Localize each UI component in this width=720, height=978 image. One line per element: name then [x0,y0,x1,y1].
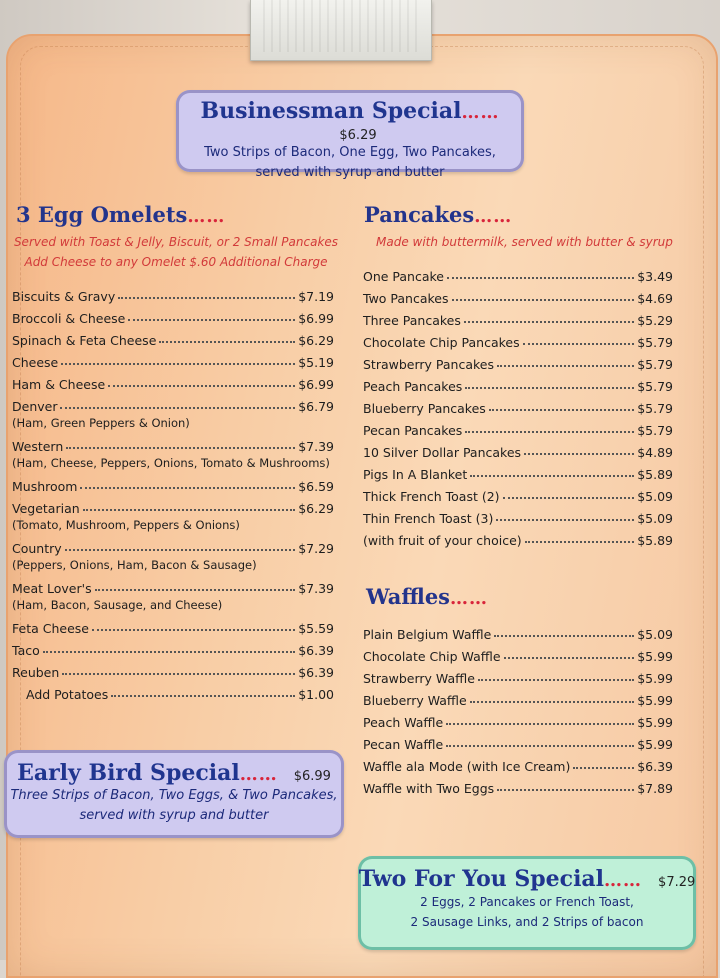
waffle-item [363,752,673,774]
pancake-item-row [363,306,673,328]
omelet-item-row [12,304,334,326]
omelet-item-row [12,472,334,494]
omelet-item-price: $7.19 [298,289,334,304]
pancake-item [363,416,673,438]
pancake-item-row [363,372,673,394]
pancake-item-name: Chocolate Chip Pancakes [363,335,520,350]
omelet-item [12,614,334,636]
omelet-item-row [12,370,334,392]
pancakes-list [363,262,673,548]
omelet-item [12,282,334,304]
omelet-item [12,392,334,432]
waffle-item-row [363,686,673,708]
omelet-item [12,326,334,348]
early-bird-special-box [4,750,344,838]
dotted-leader [92,629,295,631]
waffle-item-row [363,620,673,642]
businessman-special-box [176,90,524,180]
pancake-item-name: Pigs In A Blanket [363,467,468,482]
waffle-item-row [363,752,673,774]
dotted-leader [464,321,634,323]
pancake-item-name: Peach Pancakes [363,379,463,394]
waffles-list [363,620,673,796]
omelet-item-price: $6.29 [298,501,334,516]
omelet-item-name: Cheese [12,355,59,370]
waffle-item-name: Pecan Waffle [363,737,444,752]
two-for-you-special-dots: …… [604,870,643,891]
dotted-leader [128,319,295,321]
pancake-item-row [363,284,673,306]
waffle-item-price: $6.39 [637,759,673,774]
omelet-item [12,680,334,702]
omelets-section-title [16,202,225,227]
pancake-item [363,438,673,460]
omelets-title-dots: …… [187,206,226,227]
omelet-item-row [12,432,334,454]
waffle-item-row [363,642,673,664]
dotted-leader [60,407,295,409]
omelet-item-price: $6.39 [298,643,334,658]
omelet-item-name: Reuben [12,665,60,680]
pancake-item-price: $4.89 [637,445,673,460]
dotted-leader [446,745,634,747]
pancake-item-row [363,350,673,372]
omelet-item-description: (Tomato, Mushroom, Peppers & Onions) [12,518,240,532]
pancake-item-price: $5.09 [637,489,673,504]
waffles-title: Waffles [366,584,450,609]
waffle-item-name: Blueberry Waffle [363,693,467,708]
omelet-item-description: (Ham, Green Peppers & Onion) [12,416,190,430]
omelet-item-name: Country [12,541,62,556]
dotted-leader [478,679,634,681]
pancake-item-row [363,262,673,284]
pancake-item-name: Two Pancakes [363,291,449,306]
businessman-special-line2: served with syrup and butter [255,165,445,180]
dotted-leader [523,343,635,345]
omelet-item-name: Biscuits & Gravy [12,289,116,304]
pancake-item-row [363,328,673,350]
omelet-item-name: Denver [12,399,58,414]
early-bird-special-price: $6.99 [293,769,331,784]
dotted-leader [496,519,634,521]
early-bird-special-title: Early Bird Special [17,760,240,786]
dotted-leader [446,723,634,725]
omelets-note-line2: Add Cheese to any Omelet $.60 Additional Charge [24,255,328,269]
dotted-leader [108,385,295,387]
dotted-leader [111,695,295,697]
dotted-leader [83,509,296,511]
pancake-item-price: $4.69 [637,291,673,306]
waffle-item-price: $7.89 [637,781,673,796]
dotted-leader [497,789,634,791]
omelet-item-name: Broccoli & Cheese [12,311,126,326]
pancake-item-row [363,460,673,482]
omelet-item-name: Western [12,439,64,454]
waffle-item-row [363,774,673,796]
omelet-item-description: (Peppers, Onions, Ham, Bacon & Sausage) [12,558,257,572]
pancake-item [363,460,673,482]
pancake-item-name: 10 Silver Dollar Pancakes [363,445,522,460]
omelet-item-name: Ham & Cheese [12,377,106,392]
dotted-leader [494,635,634,637]
pancake-item-name: Three Pancakes [363,313,461,328]
pancake-item-row [363,482,673,504]
waffle-item-row [363,708,673,730]
omelets-note-line1: Served with Toast & Jelly, Biscuit, or 2 Small Pancakes [13,235,339,249]
pancakes-title-dots: …… [474,206,513,227]
pancake-item [363,372,673,394]
dotted-leader [573,767,634,769]
pancake-item [363,394,673,416]
waffle-item [363,730,673,752]
two-for-you-special-price: $7.29 [658,875,696,890]
pancake-item-name: Pecan Pancakes [363,423,463,438]
waffle-item-price: $5.99 [637,715,673,730]
omelet-item-row [12,680,334,702]
pancake-item-row [363,438,673,460]
waffles-section-title [366,584,488,609]
omelet-item-name: Mushroom [12,479,78,494]
pancake-item-price: $5.79 [637,335,673,350]
pancake-item-name: Thin French Toast (3) [363,511,494,526]
omelet-item-row [12,282,334,304]
pancake-item-price: $5.79 [637,357,673,372]
pancake-item [363,526,673,548]
two-for-you-special-line1: 2 Eggs, 2 Pancakes or French Toast, [420,895,634,909]
dotted-leader [452,299,635,301]
waffle-item [363,620,673,642]
dotted-leader [524,453,634,455]
omelet-item-price: $7.39 [298,439,334,454]
pancake-item-name: One Pancake [363,269,444,284]
early-bird-special-line1: Three Strips of Bacon, Two Eggs, & Two Pancakes, [10,788,338,803]
dotted-leader [43,651,295,653]
omelets-list [12,282,334,702]
pancakes-title: Pancakes [364,202,475,227]
pancake-item [363,306,673,328]
omelet-item [12,636,334,658]
omelet-item [12,534,334,574]
pancake-item-name: Blueberry Pancakes [363,401,486,416]
omelet-item-price: $7.29 [298,541,334,556]
dotted-leader [62,673,295,675]
omelet-item-row [12,574,334,596]
omelets-title: 3 Egg Omelets [16,202,188,227]
pancake-item-price: $5.79 [637,379,673,394]
two-for-you-special-box [358,856,696,950]
omelet-item-price: $6.99 [298,311,334,326]
omelet-item-name: Feta Cheese [12,621,89,636]
dotted-leader [489,409,634,411]
waffle-item-name: Plain Belgium Waffle [363,627,492,642]
pancake-item-price: $3.49 [637,269,673,284]
omelet-item-price: $7.39 [298,581,334,596]
waffle-item [363,686,673,708]
pancakes-section-title [364,202,512,227]
menu-clip [250,0,432,61]
pancake-item-price: $5.79 [637,401,673,416]
omelet-item [12,370,334,392]
omelet-item-name: Add Potatoes [26,687,109,702]
early-bird-special-line2: served with syrup and butter [79,808,269,823]
pancake-item-price: $5.79 [637,423,673,438]
two-for-you-special-title: Two For You Special [358,866,605,892]
pancake-item [363,284,673,306]
omelet-item-description: (Ham, Cheese, Peppers, Onions, Tomato & Mushrooms) [12,456,330,470]
waffle-item-price: $5.99 [637,671,673,686]
dotted-leader [465,431,634,433]
businessman-special-line1: Two Strips of Bacon, One Egg, Two Pancakes, [204,145,496,160]
waffle-item-price: $5.99 [637,737,673,752]
omelet-item-name: Spinach & Feta Cheese [12,333,157,348]
omelet-item-row [12,614,334,636]
pancake-item-name: (with fruit of your choice) [363,533,522,548]
pancake-item-name: Thick French Toast (2) [363,489,500,504]
omelet-item-price: $6.39 [298,665,334,680]
waffle-item [363,774,673,796]
dotted-leader [80,487,295,489]
pancake-item-price: $5.29 [637,313,673,328]
dotted-leader [525,541,635,543]
omelet-item-description: (Ham, Bacon, Sausage, and Cheese) [12,598,223,612]
omelet-item [12,304,334,326]
waffle-item-price: $5.99 [637,693,673,708]
omelet-item [12,494,334,534]
dotted-leader [465,387,634,389]
omelet-item-price: $6.79 [298,399,334,414]
waffle-item-price: $5.09 [637,627,673,642]
omelet-item-name: Vegetarian [12,501,80,516]
early-bird-special-dots: …… [239,764,278,785]
waffle-item-price: $5.99 [637,649,673,664]
dotted-leader [159,341,295,343]
omelet-item-name: Taco [12,643,40,658]
pancake-item [363,350,673,372]
dotted-leader [61,363,295,365]
omelet-item-price: $6.29 [298,333,334,348]
omelet-item [12,472,334,494]
waffle-item-name: Waffle with Two Eggs [363,781,495,796]
waffle-item [363,664,673,686]
dotted-leader [504,657,635,659]
pancake-item [363,328,673,350]
omelet-item-name: Meat Lover's [12,581,92,596]
omelet-item [12,574,334,614]
pancake-item-price: $5.89 [637,533,673,548]
pancakes-note: Made with buttermilk, served with butter & syrup [376,235,673,249]
pancake-item-price: $5.09 [637,511,673,526]
omelet-item [12,348,334,370]
dotted-leader [503,497,635,499]
waffle-item-name: Chocolate Chip Waffle [363,649,501,664]
dotted-leader [66,447,295,449]
waffle-item-row [363,730,673,752]
pancake-item-row [363,504,673,526]
pancake-item [363,482,673,504]
pancake-item-row [363,394,673,416]
dotted-leader [65,549,296,551]
waffles-title-dots: …… [450,588,488,609]
pancake-item-name: Strawberry Pancakes [363,357,494,372]
waffle-item-row [363,664,673,686]
omelet-item-row [12,326,334,348]
omelet-item-row [12,392,334,414]
dotted-leader [118,297,295,299]
omelet-item-price: $6.99 [298,377,334,392]
omelet-item-price: $6.59 [298,479,334,494]
pancake-item-row [363,416,673,438]
dotted-leader [95,589,296,591]
dotted-leader [447,277,634,279]
omelet-item-row [12,534,334,556]
dotted-leader [470,475,634,477]
dotted-leader [470,701,634,703]
omelet-item-price: $5.59 [298,621,334,636]
omelet-item-row [12,636,334,658]
businessman-special-title: Businessman Special [200,98,462,124]
dotted-leader [497,365,634,367]
omelet-item-row [12,348,334,370]
pancake-item [363,262,673,284]
waffle-item [363,642,673,664]
businessman-special-dots: …… [461,102,500,123]
omelet-item [12,432,334,472]
waffle-item-name: Strawberry Waffle [363,671,475,686]
pancake-item [363,504,673,526]
omelet-item-price: $1.00 [298,687,334,702]
omelet-item [12,658,334,680]
pancake-item-price: $5.89 [637,467,673,482]
omelets-note [0,232,352,272]
two-for-you-special-line2: 2 Sausage Links, and 2 Strips of bacon [410,915,644,929]
omelet-item-price: $5.19 [298,355,334,370]
waffle-item-name: Peach Waffle [363,715,444,730]
omelet-item-row [12,658,334,680]
businessman-special-price: $6.29 [339,128,377,143]
pancake-item-row [363,526,673,548]
waffle-item-name: Waffle ala Mode (with Ice Cream) [363,759,571,774]
waffle-item [363,708,673,730]
omelet-item-row [12,494,334,516]
